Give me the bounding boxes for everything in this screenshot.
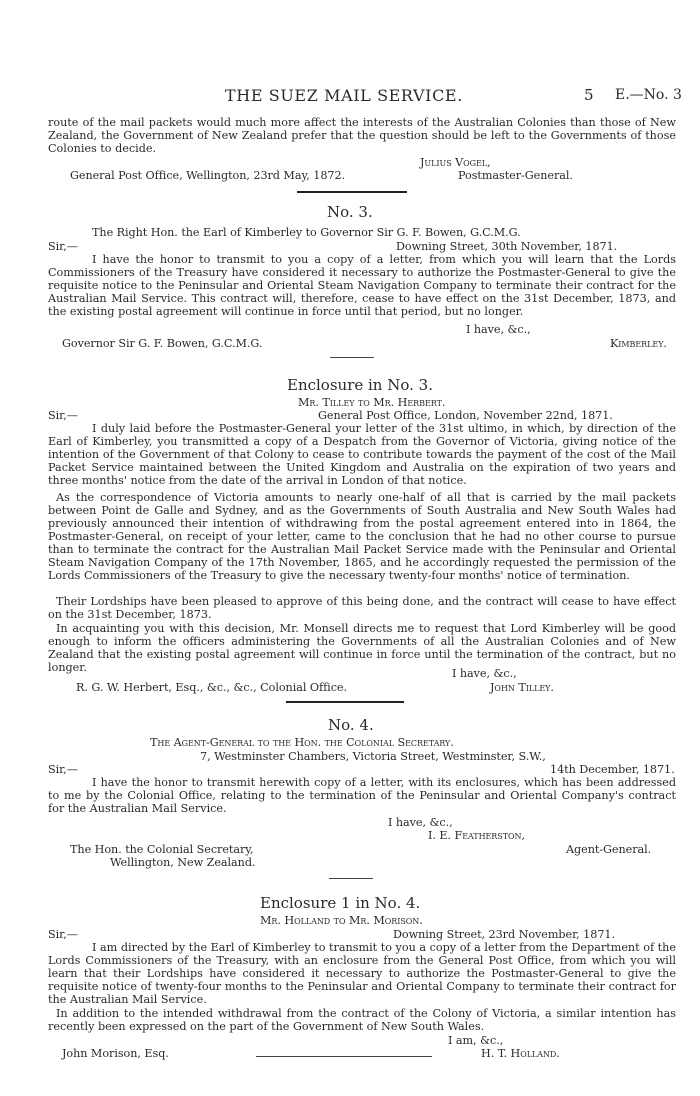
no3-from-to: The Right Hon. the Earl of Kimberley to Governor Sir G. F. Bowen, G.C.M.G. xyxy=(92,226,521,239)
enc3-paragraph-2: As the correspondence of Victoria amounts to nearly one-half of all that is carried by the mail packets between Point de Galle and Sydney, and as the Governments of South Australia and New South Wales had previously announced their intention of withdrawing from the postal agreement entered into in 1864, the Postmaster-General, on receipt of your letter, came to the conclusion that he had no other course to pursue than to terminate the contract for the Australian Mail Packet Service made with the Peninsular and Oriental Steam Navigation Company of the 17th November, 1865, and he accordingly requested the permission of the Lords Commissioners of the Treasury to give the necessary twenty-four months' notice of termination. xyxy=(48,491,676,582)
no4-salutation: Sir,— xyxy=(48,763,78,776)
enc1no4-address-date: Downing Street, 23rd November, 1871. xyxy=(393,928,615,941)
no4-from-to: The Agent-General to the Hon. the Colonial Secretary. xyxy=(150,736,454,749)
section-divider xyxy=(297,191,407,193)
no4-addressee-line-1: The Hon. the Colonial Secretary, xyxy=(70,843,254,856)
enc1no4-from-to: Mr. Holland to Mr. Morison. xyxy=(260,914,423,927)
no4-signature-title: Agent-General. xyxy=(566,843,652,856)
enc3-address-date: General Post Office, London, November 22nd, 1871. xyxy=(318,409,613,422)
page-header-title: THE SUEZ MAIL SERVICE. xyxy=(225,86,463,105)
enc1no4-paragraph-1: I am directed by the Earl of Kimberley to transmit to you a copy of a letter from the Department of the Lords Commissioners of the Treasury, with an enclosure from the General Post Office, from which you will learn that their Lordships have considered it necessary to authorize the Postmaster-General to give the requisite notice of twenty-four months to the Peninsular and Oriental Company to terminate their contract for the Australian Mail Service. xyxy=(48,941,676,1006)
enc1no4-salutation: Sir,— xyxy=(48,928,78,941)
no4-address: 7, Westminster Chambers, Victoria Street, Westminster, S.W., xyxy=(200,750,546,763)
enc3-addressee: R. G. W. Herbert, Esq., &c., &c., Colonial Office. xyxy=(76,681,347,694)
no3-closing: I have, &c., xyxy=(466,323,531,336)
section-divider xyxy=(286,701,404,703)
section-divider xyxy=(330,357,374,358)
no4-heading: No. 4. xyxy=(328,716,374,734)
enc3-heading: Enclosure in No. 3. xyxy=(287,376,433,394)
no4-closing: I have, &c., xyxy=(388,816,453,829)
no4-addressee-line-2: Wellington, New Zealand. xyxy=(110,856,256,869)
closing-rule xyxy=(256,1056,432,1057)
enc3-signature: John Tilley. xyxy=(490,681,554,694)
enc3-from-to: Mr. Tilley to Mr. Herbert. xyxy=(298,396,446,409)
enc3-paragraph-3: Their Lordships have been pleased to approve of this being done, and the contract will cease to have effect on the 31st December, 1873. xyxy=(48,595,676,621)
no4-date: 14th December, 1871. xyxy=(550,763,675,776)
enc1no4-addressee: John Morison, Esq. xyxy=(62,1047,169,1060)
no4-signature-name: I. E. Featherston, xyxy=(428,829,525,842)
intro-paragraph: route of the mail packets would much more affect the interests of the Australian Colonies than those of New Zealand, the Government of New Zealand prefer that the question should be left to the Governments of those Colonies to decide. xyxy=(48,116,676,155)
no3-signature: Kimberley. xyxy=(610,337,667,350)
enc3-paragraph-1: I duly laid before the Postmaster-General your letter of the 31st ultimo, in which, by direction of the Earl of Kimberley, you transmitted a copy of a Despatch from the Governor of Victoria, giving notice of the intention of the Government of that Colony to cease to contribute towards the payment of the cost of the Mail Packet Service maintained between the United Kingdom and Australia on the expiration of two years and three months' notice from the date of the arrival in London of that notice. xyxy=(48,422,676,487)
no3-body: I have the honor to transmit to you a copy of a letter, from which you will learn that the Lords Commissioners of the Treasury have considered it necessary to authorize the Postmaster-General to give the requisite notice to the Peninsular and Oriental Steam Navigation Company to terminate their contract for the Australian Mail Service. This contract will, therefore, cease to have effect on the 31st December, 1873, and the existing postal agreement will continue in force until that period, but no longer. xyxy=(48,253,676,318)
no4-body: I have the honor to transmit herewith copy of a letter, with its enclosures, which has been addressed to me by the Colonial Office, relating to the termination of the Peninsular and Oriental Company's contract for the Australian Mail Service. xyxy=(48,776,676,815)
section-divider xyxy=(329,878,373,879)
enc3-closing: I have, &c., xyxy=(452,667,517,680)
enc3-paragraph-4: In acquainting you with this decision, Mr. Monsell directs me to request that Lord Kimberley will be good enough to inform the officers administering the Governments of all the Australian Colonies and of New Zealand that the existing postal agreement will continue in force until the termination of the contract, but no longer. xyxy=(48,622,676,674)
no3-addressee: Governor Sir G. F. Bowen, G.C.M.G. xyxy=(62,337,263,350)
intro-signature-title: Postmaster-General. xyxy=(458,169,573,182)
enc1no4-signature: H. T. Holland. xyxy=(481,1047,560,1060)
intro-signature-name: Julius Vogel, xyxy=(420,156,491,169)
enc1no4-closing: I am, &c., xyxy=(448,1034,504,1047)
page-number: 5 xyxy=(584,86,594,104)
enc1no4-heading: Enclosure 1 in No. 4. xyxy=(260,894,421,912)
document-reference: E.—No. 3 xyxy=(615,87,682,103)
enc1no4-paragraph-2: In addition to the intended withdrawal from the contract of the Colony of Victoria, a similar intention has recently been expressed on the part of the Government of New South Wales. xyxy=(48,1007,676,1033)
intro-place-date: General Post Office, Wellington, 23rd May, 1872. xyxy=(70,169,346,182)
no3-salutation: Sir,— xyxy=(48,240,78,253)
no3-address-date: Downing Street, 30th November, 1871. xyxy=(396,240,618,253)
no3-heading: No. 3. xyxy=(327,203,373,221)
enc3-salutation: Sir,— xyxy=(48,409,78,422)
